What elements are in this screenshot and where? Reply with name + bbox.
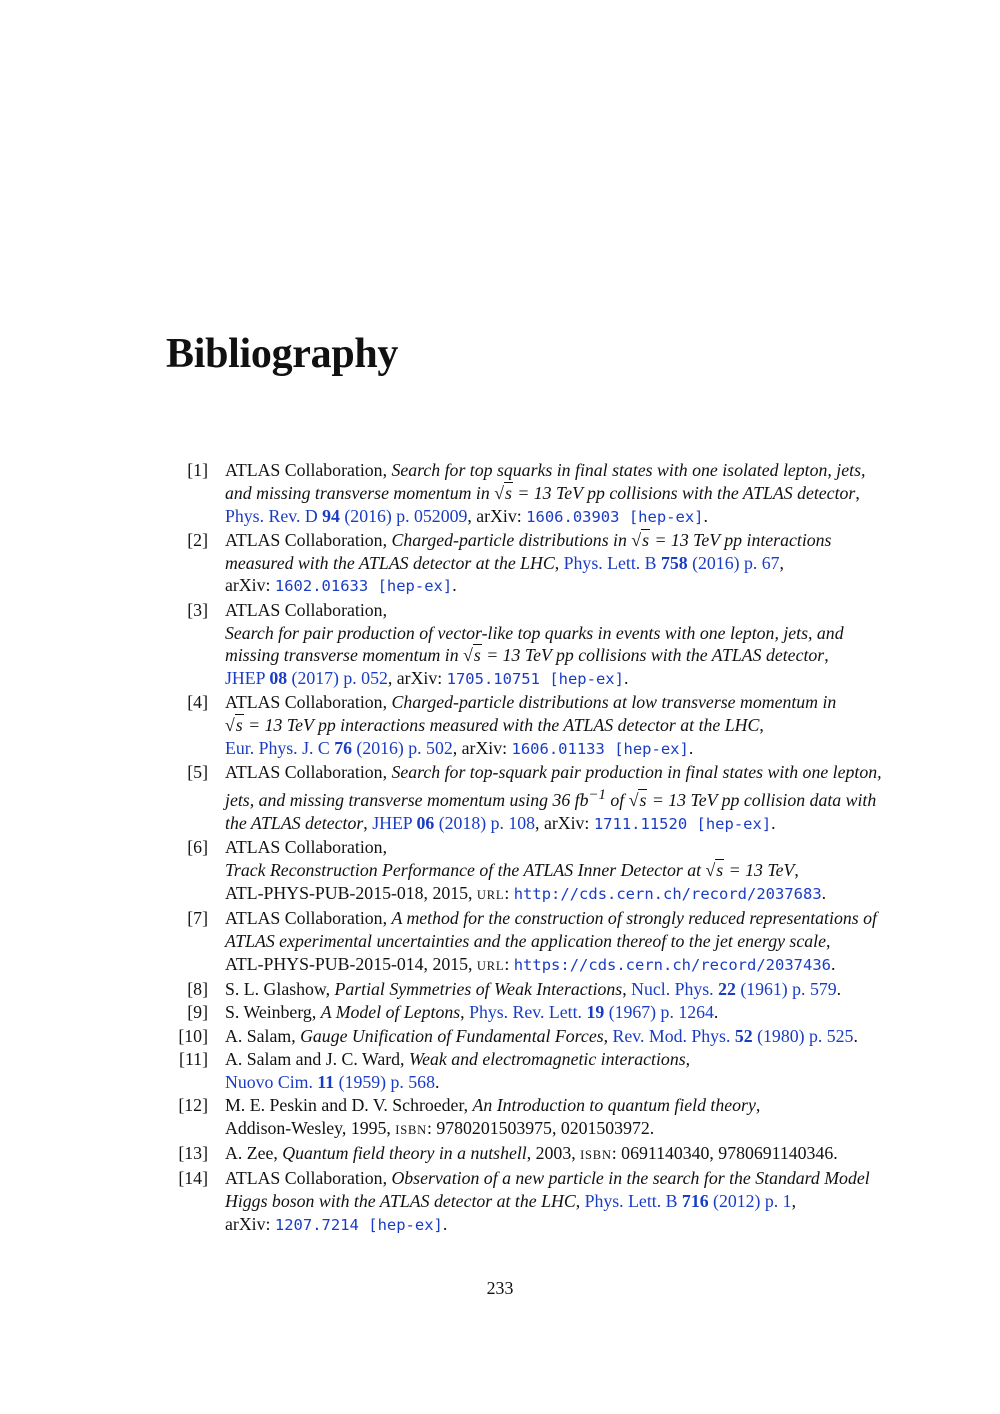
reference-3: [3] ATLAS Collaboration, Search for pair production of vector-like top quarks in events with one lepton, jets, and missing transverse momentum in √s = 13 TeV pp collisions with the ATLAS detector, JHEP 08 (2017) p. 052, arXiv: 1705.10751 [hep-ex]. — [168, 599, 888, 691]
reference-number: [1] — [187, 460, 208, 480]
reference-number: [3] — [187, 599, 208, 620]
reference-4: [4] ATLAS Collaboration, Charged-particle distributions at low transverse momentum in √s = 13 TeV pp interactions measured with the ATLAS detector at the LHC, Eur. Phys. J. C 76 (2016) p. 502, arXiv: 1606.01133 [hep-ex]. — [168, 691, 888, 760]
reference-number: [14] — [178, 1168, 208, 1189]
reference-number: [13] — [178, 1143, 208, 1164]
reference-10: [10] A. Salam, Gauge Unification of Fundamental Forces, Rev. Mod. Phys. 52 (1980) p. 525. — [168, 1025, 888, 1048]
reference-number: [10] — [178, 1025, 208, 1046]
reference-authors: S. Weinberg — [225, 1002, 312, 1023]
reference-5: [5] ATLAS Collaboration, Search for top-squark pair production in final states with one lepton, jets, and missing transverse momentum using 36 $fb^{-1}$ of √s = 13 TeV pp collision data with the ATLAS detector, JHEP 06 (2018) p. 108, arXiv: 1711.11520 [hep-ex]. — [168, 761, 888, 835]
reference-title: Charged-particle distributions in √s = 13 TeV pp interactions measured with the ATLAS detector at the LHC — [225, 529, 832, 573]
journal-link[interactable]: JHEP 08 (2017) p. 052 — [225, 668, 388, 689]
reference-number: [6] — [187, 837, 208, 858]
sqrt-s-symbol: √s — [463, 645, 481, 666]
sqrt-s-symbol: √s — [494, 482, 512, 503]
reference-title: An Introduction to quantum field theory — [472, 1094, 756, 1115]
reference-12: [12] M. E. Peskin and D. V. Schroeder, An Introduction to quantum field theory, Addison-Wesley, 1995, ISBN: 9780201503975, 0201503972. — [168, 1094, 888, 1142]
journal-link[interactable]: Nucl. Phys. 22 (1961) p. 579 — [631, 978, 837, 999]
journal-link[interactable]: Nuovo Cim. 11 (1959) p. 568 — [225, 1071, 435, 1092]
reference-7: [7] ATLAS Collaboration, A method for the construction of strongly reduced representations of ATLAS experimental uncertainties and the application thereof to the jet energy scale, ATL-PHYS-PUB-2015-014, 2015, URL: https://cds.cern.ch/record/2037436. — [168, 907, 888, 977]
journal-link[interactable]: Rev. Mod. Phys. 52 (1980) p. 525 — [612, 1025, 854, 1046]
reference-authors: ATLAS Collaboration — [225, 837, 383, 858]
reference-authors: S. L. Glashow — [225, 978, 326, 999]
isbn-value: 9780201503975, 0201503972 — [436, 1117, 650, 1138]
reference-authors: ATLAS Collaboration — [225, 529, 383, 550]
reference-title: Charged-particle distributions at low transverse momentum in √s = 13 TeV pp interactions measured with the ATLAS detector at the LHC — [225, 692, 837, 736]
reference-title: Partial Symmetries of Weak Interactions — [334, 978, 623, 999]
reference-number: [8] — [187, 978, 208, 999]
reference-title: Search for top-squark pair production in final states with one lepton, jets, and missing transverse momentum using 36 $fb^{-1}$ of √s = 13 TeV pp collision data with the ATLAS detector — [225, 762, 882, 833]
url-link[interactable]: http://cds.cern.ch/record/2037683 — [513, 884, 822, 903]
arxiv-link[interactable]: 1207.7214 [hep-ex] — [274, 1215, 443, 1234]
reference-14: [14] ATLAS Collaboration, Observation of a new particle in the search for the Standard Model Higgs boson with the ATLAS detector at the LHC, Phys. Lett. B 716 (2012) p. 1, arXiv: 1207.7214 [hep-ex]. — [168, 1167, 888, 1236]
reference-number: [9] — [187, 1002, 208, 1023]
reference-6: [6] ATLAS Collaboration, Track Reconstruction Performance of the ATLAS Inner Detector at √s = 13 TeV, ATL-PHYS-PUB-2015-018, 2015, URL: http://cds.cern.ch/record/2037683. — [168, 836, 888, 906]
reference-authors: ATLAS Collaboration — [225, 692, 383, 713]
journal-link[interactable]: Phys. Rev. D 94 (2016) p. 052009 — [225, 505, 468, 526]
sqrt-s-symbol: √s — [631, 529, 650, 550]
reference-11: [11] A. Salam and J. C. Ward, Weak and electromagnetic interactions, Nuovo Cim. 11 (1959) p. 568. — [168, 1048, 888, 1094]
reference-note: ATL-PHYS-PUB-2015-014, 2015 — [225, 953, 469, 974]
reference-number: [2] — [187, 529, 208, 550]
reference-authors: ATLAS Collaboration — [225, 908, 383, 929]
reference-authors: M. E. Peskin and D. V. Schroeder — [225, 1094, 464, 1115]
arxiv-link[interactable]: 1606.01133 [hep-ex] — [511, 740, 689, 759]
reference-2: [2] ATLAS Collaboration, Charged-particle distributions in √s = 13 TeV pp interactions measured with the ATLAS detector at the LHC, Phys. Lett. B 758 (2016) p. 67, arXiv: 1602.01633 [hep-ex]. — [168, 529, 888, 598]
reference-authors: ATLAS Collaboration — [225, 762, 383, 783]
reference-9: [9] S. Weinberg, A Model of Leptons, Phys. Rev. Lett. 19 (1967) p. 1264. — [168, 1001, 888, 1024]
reference-authors: ATLAS Collaboration — [225, 460, 383, 480]
page-number: 233 — [486, 1278, 514, 1298]
reference-note: ATL-PHYS-PUB-2015-018, 2015 — [225, 882, 469, 903]
reference-13: [13] A. Zee, Quantum field theory in a nutshell, 2003, ISBN: 0691140340, 9780691140346. — [168, 1142, 888, 1167]
url-link[interactable]: https://cds.cern.ch/record/2037436 — [513, 955, 831, 974]
reference-title: Quantum field theory in a nutshell — [282, 1143, 527, 1164]
reference-note: Addison-Wesley, 1995 — [225, 1117, 387, 1138]
sqrt-s-symbol: √s — [705, 859, 724, 880]
reference-number: [4] — [187, 692, 208, 713]
journal-link[interactable]: Eur. Phys. J. C 76 (2016) p. 502 — [225, 738, 453, 759]
reference-authors: A. Salam — [225, 1025, 292, 1046]
reference-title: Search for top squarks in final states with one isolated lepton, jets, and missing transverse momentum in √s = 13 TeV pp collisions with the ATLAS detector — [225, 460, 866, 503]
reference-number: [7] — [187, 908, 208, 929]
reference-title: Gauge Unification of Fundamental Forces — [300, 1025, 604, 1046]
reference-number: [5] — [187, 762, 208, 783]
reference-note: 2003 — [535, 1143, 572, 1164]
reference-number: [12] — [178, 1094, 208, 1115]
reference-authors: ATLAS Collaboration — [225, 1168, 383, 1189]
sqrt-s-symbol: √s — [225, 715, 243, 736]
reference-title: A Model of Leptons — [320, 1002, 461, 1023]
reference-title: Weak and electromagnetic interactions — [408, 1048, 686, 1069]
reference-authors: ATLAS Collaboration — [225, 599, 383, 620]
reference-8: [8] S. L. Glashow, Partial Symmetries of Weak Interactions, Nucl. Phys. 22 (1961) p. 579. — [168, 978, 888, 1001]
arxiv-link[interactable]: 1602.01633 [hep-ex] — [274, 577, 453, 596]
reference-title: Track Reconstruction Performance of the ATLAS Inner Detector at √s = 13 TeV — [225, 859, 795, 880]
reference-number: [11] — [179, 1048, 208, 1069]
reference-authors: A. Zee — [225, 1143, 274, 1164]
journal-link[interactable]: Phys. Lett. B 758 (2016) p. 67 — [563, 552, 780, 573]
arxiv-link[interactable]: 1705.10751 [hep-ex] — [446, 670, 624, 689]
reference-1: [1] ATLAS Collaboration, Search for top squarks in final states with one isolated lepton, jets, and missing transverse momentum in √s = 13 TeV pp collisions with the ATLAS detector, Phys. Rev. D 94 (2016) p. 052009, arXiv: 1606.03903 [hep-ex]. — [168, 459, 888, 528]
bibliography-list — [168, 459, 888, 1237]
reference-title: A method for the construction of strongly reduced representations of ATLAS experimental uncertainties and the application thereof to the jet energy scale — [225, 908, 877, 951]
reference-title: Search for pair production of vector-like top quarks in events with one lepton, jets, and missing transverse momentum in √s = 13 TeV pp collisions with the ATLAS detector — [225, 622, 844, 666]
reference-title: Observation of a new particle in the search for the Standard Model Higgs boson with the ATLAS detector at the LHC — [225, 1168, 870, 1212]
journal-link[interactable]: Phys. Rev. Lett. 19 (1967) p. 1264 — [469, 1002, 714, 1023]
reference-authors: A. Salam and J. C. Ward — [225, 1048, 401, 1069]
page-title: Bibliography — [166, 331, 399, 377]
sqrt-s-symbol: √s — [628, 790, 647, 811]
journal-link[interactable]: JHEP 06 (2018) p. 108 — [372, 812, 536, 833]
arxiv-link[interactable]: 1711.11520 [hep-ex] — [593, 814, 772, 833]
isbn-value: 0691140340, 9780691140346 — [621, 1143, 834, 1164]
arxiv-link[interactable]: 1606.03903 [hep-ex] — [526, 507, 704, 526]
journal-link[interactable]: Phys. Lett. B 716 (2012) p. 1 — [584, 1191, 792, 1212]
